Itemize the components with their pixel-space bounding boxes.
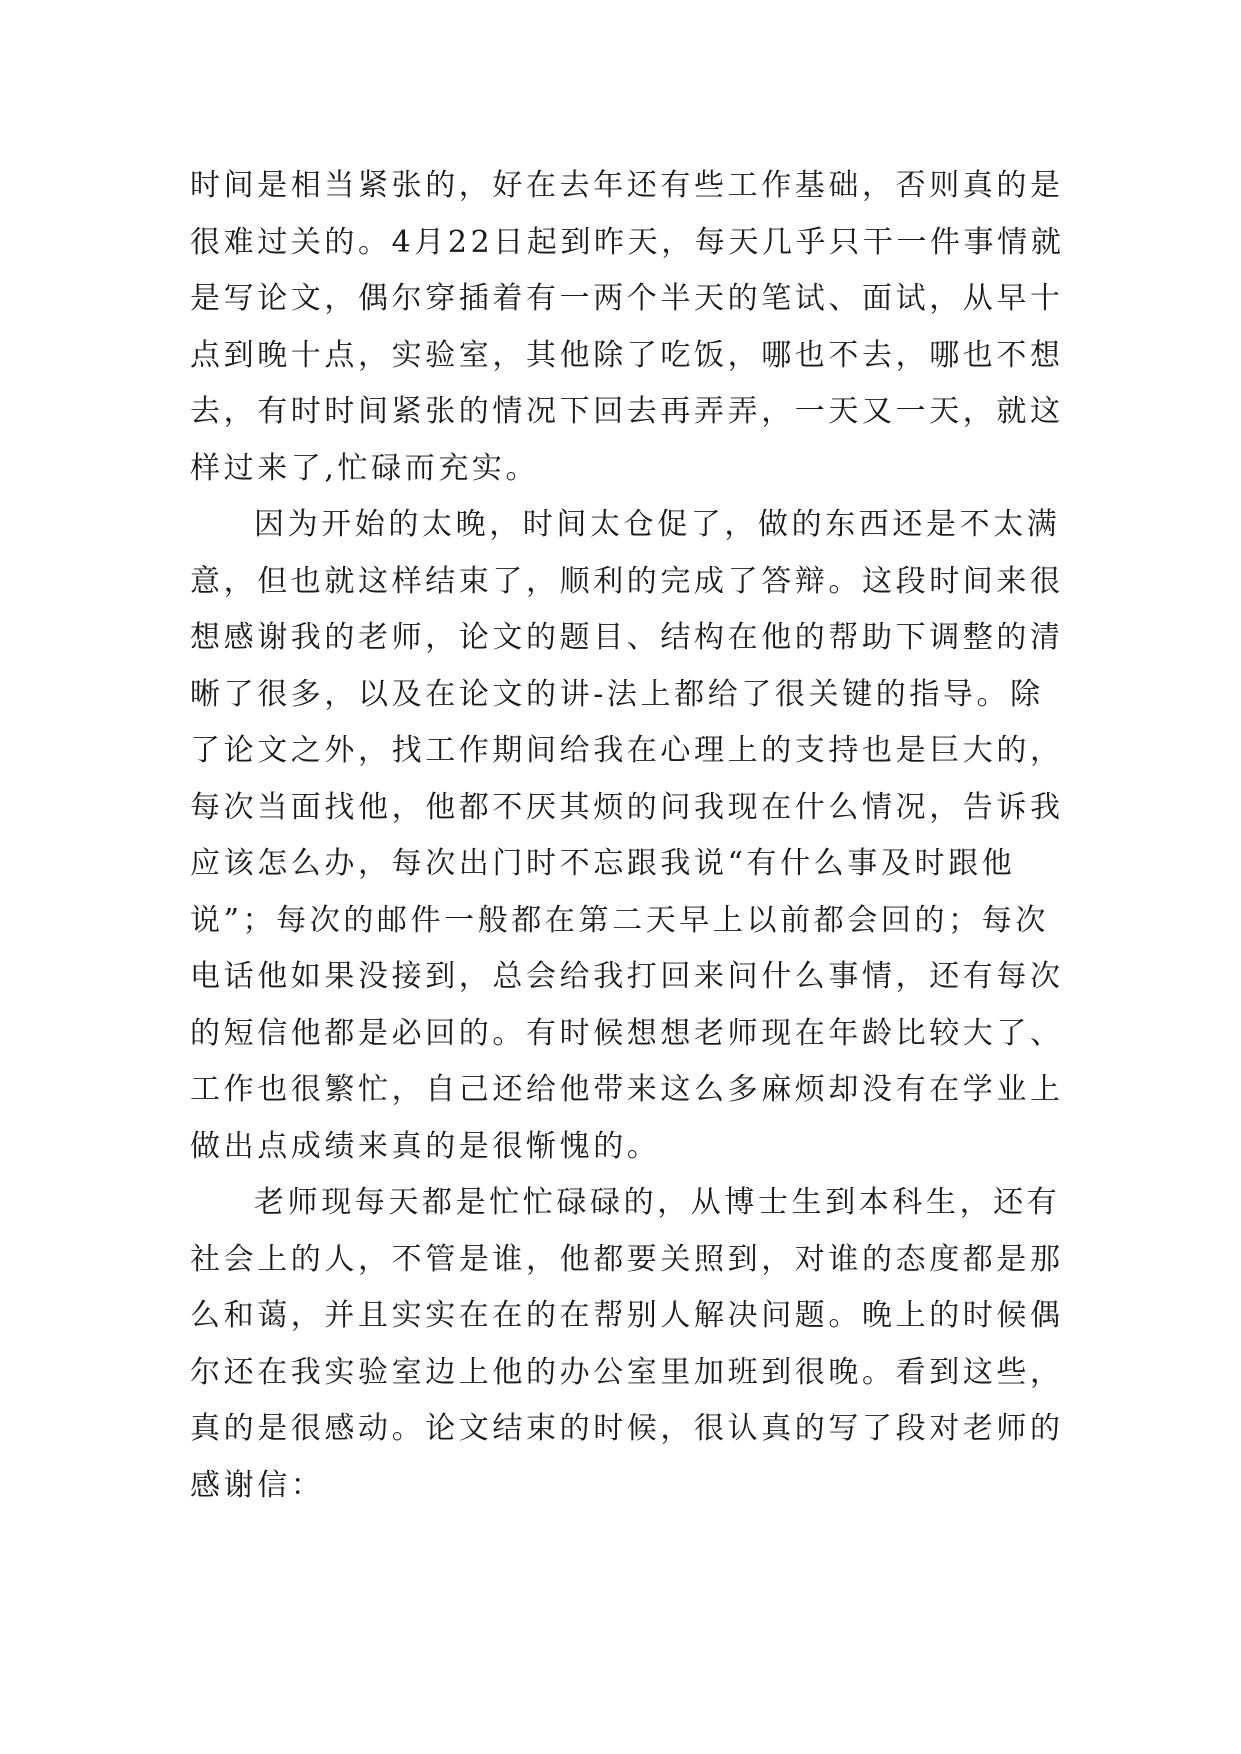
text-line: 意，但也就这样结束了，顺利的完成了答辩。这段时间来很 [190, 563, 1064, 599]
text-line: 时间是相当紧张的，好在去年还有些工作基础，否则真的是 [190, 168, 1064, 203]
text-line: 做出点成绩来真的是很惭愧的。 [190, 1128, 661, 1164]
text-line: 感谢信： [190, 1467, 325, 1503]
paragraph-3 [190, 1175, 1064, 1514]
text-line: 每次当面找他，他都不厌其烦的问我现在什么情况，告诉我 [190, 789, 1064, 825]
text-line: 因为开始的太晚，时间太仓促了，做的东西还是不太满 [254, 507, 1061, 542]
paragraph-1 [190, 158, 1065, 497]
text-line: 社会上的人，不管是谁，他都要关照到，对谁的态度都是那 [190, 1241, 1064, 1277]
text-line: 想感谢我的老师，论文的题目、结构在他的帮助下调整的清 [190, 620, 1064, 655]
text-line: 去，有时时间紧张的情况下回去再弄弄，一天又一天，就这 [190, 394, 1064, 429]
text-line: 应该怎么办，每次出门时不忘跟我说“有什么事及时跟他 [190, 846, 1016, 881]
body-text [190, 158, 1065, 1514]
text-line: 了论文之外，找工作期间给我在心理上的支持也是巨大的， [190, 733, 1064, 768]
text-line: 说”；每次的邮件一般都在第二天早上以前都会回的；每次 [190, 902, 1049, 938]
text-line: 晰了很多，以及在论文的讲-法上都给了很关键的指导。除 [190, 676, 1044, 712]
text-line: 很难过关的。4月22日起到昨天，每天几乎只干一件事情就 [190, 224, 1065, 260]
text-line: 点到晚十点，实验室，其他除了吃饭，哪也不去，哪也不想 [190, 337, 1064, 373]
paragraph-2 [190, 497, 1064, 1175]
text-line: 电话他如果没接到，总会给我打回来问什么事情，还有每次 [190, 959, 1064, 994]
text-line: 么和蔼，并且实实在在的在帮别人解决问题。晚上的时候偶 [190, 1298, 1064, 1333]
text-line: 是写论文，偶尔穿插着有一两个半天的笔试、面试，从早十 [190, 281, 1064, 316]
text-line: 的短信他都是必回的。有时候想想老师现在年龄比较大了、 [190, 1015, 1064, 1051]
text-line: 样过来了,忙碌而充实。 [190, 450, 540, 486]
text-line: 真的是很感动。论文结束的时候，很认真的写了段对老师的 [190, 1411, 1064, 1446]
text-line: 工作也很繁忙，自己还给他带来这么多麻烦却没有在学业上 [190, 1072, 1064, 1107]
text-line: 尔还在我实验室边上他的办公室里加班到很晚。看到这些， [190, 1354, 1064, 1390]
text-line: 老师现每天都是忙忙碌碌的，从博士生到本科生，还有 [254, 1185, 1061, 1220]
